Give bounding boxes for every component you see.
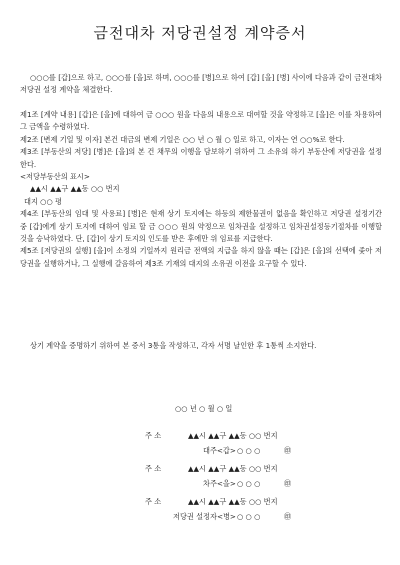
article-1: 제1조 [계약 내용] [갑]은 [을]에 대하여 금 ○○○ 원을 다음의 내용으로 대여할 것을 약정하고 [을]은 이를 차용하여 그 금액을 수령하였다. bbox=[20, 110, 382, 132]
party-1-name: ○ ○ ○ bbox=[237, 446, 261, 455]
party-2-address: ▲▲시 ▲▲구 ▲▲동 ○○ 번지 bbox=[188, 464, 278, 473]
contract-body bbox=[20, 72, 382, 97]
article-3: 제3조 [부동산의 저당] [병]은 [을]의 본 건 채무의 이행을 담보하기 위하여 그 소유의 하기 부동산에 저당권을 설정한다. bbox=[20, 147, 382, 169]
collateral-heading: <저당부동산의 표시> bbox=[20, 172, 90, 182]
party-3-seal: ㊞ bbox=[284, 512, 292, 521]
party-2-seal: ㊞ bbox=[284, 479, 292, 488]
document-title: 금전대차 저당권설정 계약증서 bbox=[93, 24, 307, 42]
party-2-name: ○ ○ ○ bbox=[237, 479, 261, 488]
contract-date: ○○ 년 ○ 월 ○ 일 bbox=[175, 404, 233, 413]
party-2-address-label: 주 소 bbox=[145, 464, 162, 473]
party-1-address: ▲▲시 ▲▲구 ▲▲동 ○○ 번지 bbox=[188, 431, 278, 440]
collateral-address: ▲▲시 ▲▲구 ▲▲동 ○○ 번지 bbox=[30, 184, 120, 194]
party-1-address-label: 주 소 bbox=[145, 431, 162, 440]
closing-block bbox=[20, 340, 382, 352]
article-5: 제5조 [저당권의 실행] [을]이 소정의 기일까지 원리금 전액의 지급을 하지 않을 때는 [갑]은 [을]의 선택에 좇아 저당권을 실행하거나, 그 실행에 갈음하여 제3조 기재의 대지의 소유권 이전을 요구할 수 있다. bbox=[20, 246, 382, 268]
party-1-role: 대주<갑> bbox=[203, 446, 236, 455]
intro-paragraph: ○○○를 [갑]으로 하고, ○○○를 [을]로 하며, ○○○를 [병]으로 하여 [갑] [을] [병] 사이에 다음과 같이 금전대차 저당권 설정 계약을 체결한다. bbox=[20, 73, 382, 95]
article-4: 제4조 [부동산의 임대 및 사용료] [병]은 현재 상기 토지에는 하등의 제한물권이 없음을 확인하고 저당권 설정기간 중 [갑]에게 상기 토지에 대하여 임료 할 금 ○○○ 원의 약정으로 임차권을 설정하고 임차권설정등기절차를 이행할 것을 승낙하였다. 단, [갑]이 상기 토지의 인도를 받은 후에만 위 임료를 지급한다. bbox=[20, 209, 382, 244]
collateral-land: 대지 ○○ 평 bbox=[24, 196, 62, 206]
party-3-role: 저당권 설정자<병> bbox=[173, 512, 236, 521]
party-3-name: ○ ○ ○ bbox=[237, 512, 261, 521]
articles-block bbox=[20, 109, 382, 270]
party-2-role: 차주<을> bbox=[203, 479, 236, 488]
article-2: 제2조 [변제 기일 및 이자] 본건 대금의 변제 기일은 ○○ 년 ○ 월 ○ 일로 하고, 이자는 연 ○○%로 한다. bbox=[20, 134, 345, 144]
party-3-address-label: 주 소 bbox=[145, 497, 162, 506]
party-1-seal: ㊞ bbox=[284, 446, 292, 455]
closing-paragraph: 상기 계약을 증명하기 위하여 본 증서 3통을 작성하고, 각자 서명 날인한 후 1통씩 소지한다. bbox=[30, 341, 317, 350]
party-3-address: ▲▲시 ▲▲구 ▲▲동 ○○ 번지 bbox=[188, 497, 278, 506]
